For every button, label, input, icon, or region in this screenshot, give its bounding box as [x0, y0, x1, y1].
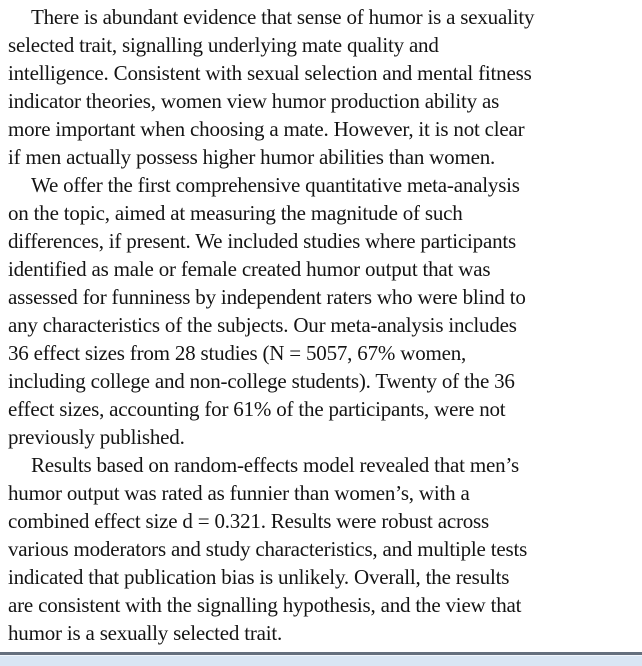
text-line: any characteristics of the subjects. Our meta-analysis includes	[8, 313, 517, 337]
text-line: indicator theories, women view humor production ability as	[8, 89, 500, 113]
text-line: if men actually possess higher humor abilities than women.	[8, 145, 496, 169]
window-bottom-edge	[0, 652, 642, 666]
paragraph	[8, 451, 634, 647]
text-line: 36 effect sizes from 28 studies (N = 5057, 67% women,	[8, 341, 467, 365]
text-line: identified as male or female created humor output that was	[8, 257, 491, 281]
text-line: selected trait, signalling underlying mate quality and	[8, 33, 439, 57]
text-line: differences, if present. We included studies where participants	[8, 229, 517, 253]
text-line: humor output was rated as funnier than women’s, with a	[8, 481, 470, 505]
text-line: combined effect size d = 0.321. Results were robust across	[8, 509, 489, 533]
text-line: effect sizes, accounting for 61% of the participants, were not	[8, 397, 506, 421]
paragraph	[8, 3, 634, 171]
text-line: intelligence. Consistent with sexual selection and mental fitness	[8, 61, 532, 85]
text-line: indicated that publication bias is unlikely. Overall, the results	[8, 565, 510, 589]
text-line: humor is a sexually selected trait.	[8, 621, 283, 645]
text-line: Results based on random-effects model revealed that men’s	[31, 453, 519, 477]
text-line: various moderators and study characteristics, and multiple tests	[8, 537, 528, 561]
text-line: There is abundant evidence that sense of humor is a sexuality	[31, 5, 535, 29]
text-line: on the topic, aimed at measuring the magnitude of such	[8, 201, 463, 225]
paragraph	[8, 171, 634, 451]
text-line: more important when choosing a mate. However, it is not clear	[8, 117, 525, 141]
text-line: are consistent with the signalling hypothesis, and the view that	[8, 593, 522, 617]
text-line: We offer the first comprehensive quantitative meta-analysis	[31, 173, 520, 197]
text-line: assessed for funniness by independent raters who were blind to	[8, 285, 526, 309]
bottom-bar-fill	[0, 656, 642, 666]
text-line: previously published.	[8, 425, 185, 449]
text-line: including college and non-college students). Twenty of the 36	[8, 369, 515, 393]
